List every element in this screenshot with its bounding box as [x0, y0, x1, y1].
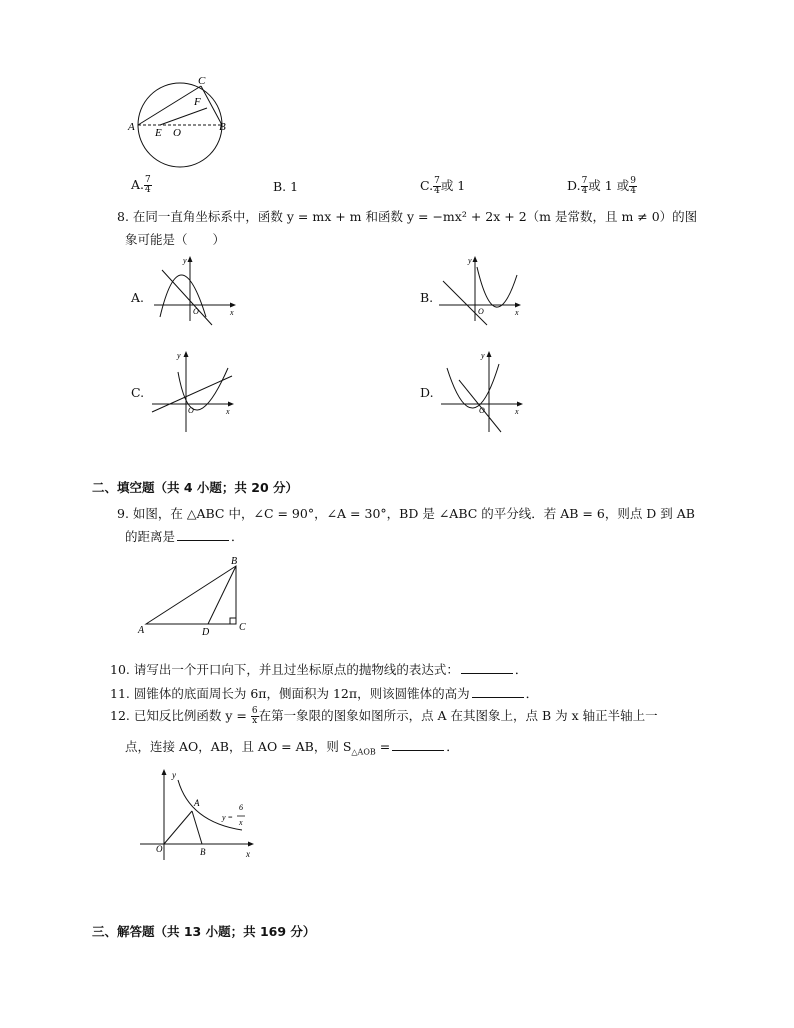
q8-option-a-label[interactable]: A.	[131, 290, 145, 305]
q8b-o-label: O	[478, 307, 484, 316]
section-2-title: 二、填空题（共 4 小题；共 20 分）	[92, 480, 299, 495]
q7-option-c[interactable]: C. $\frac{7}{4}$ 或 1	[420, 176, 466, 196]
q12-answer-blank[interactable]	[392, 740, 444, 751]
q12-curve-label: y =	[222, 813, 233, 822]
q8-option-b-label[interactable]: B.	[420, 290, 434, 305]
q12-label-y: y	[172, 770, 176, 780]
q7-label-e: E	[155, 127, 162, 139]
q9-label-b: B	[231, 556, 238, 567]
q8b-x-label: x	[515, 308, 519, 317]
q8d-y-label: y	[481, 351, 485, 360]
q12-hyperbola-figure	[140, 768, 260, 863]
q8a-y-label: y	[183, 256, 187, 265]
q9-label-c: C	[239, 622, 246, 633]
q12-label-o: O	[156, 844, 163, 854]
q7-label-f: F	[194, 96, 201, 108]
q9-answer-blank[interactable]	[177, 530, 229, 541]
q10-answer-blank[interactable]	[461, 663, 513, 674]
q10-stem: 10. 请写出一个开口向下，并且过坐标原点的抛物线的表达式： ．	[110, 662, 528, 677]
q7-option-a[interactable]: A. $\frac{7}{4}$	[131, 175, 151, 195]
q8-stem-line2: 象可能是（ ）	[125, 232, 226, 247]
q7-label-b: B	[219, 121, 226, 133]
q8-option-c-label[interactable]: C.	[131, 385, 145, 400]
q12-stem-line1: 12. 已知反比例函数 y = $\frac{6}{x}$ 在第一象限的图象如图所示，点 A 在其图象上，点 B 为 x 轴正半轴上一	[110, 706, 658, 726]
q12-label-a: A	[194, 798, 200, 808]
q8c-y-label: y	[177, 351, 181, 360]
q8-option-d-label[interactable]: D.	[420, 385, 434, 400]
q11-stem: 11. 圆锥体的底面周长为 6π，侧面积为 12π，则该圆锥体的高为 ．	[110, 686, 539, 701]
q12-label-b: B	[200, 847, 206, 857]
q7-label-c: C	[198, 75, 206, 87]
q8-stem-line1: 8. 在同一直角坐标系中，函数 y = mx + m 和函数 y = −mx² + 2x + 2（m 是常数，且 m ≠ 0）的图	[117, 209, 698, 224]
q8b-y-label: y	[468, 256, 472, 265]
q12-stem-line2: 点，连接 AO，AB，且 AO = AB，则 $S_{\triangle AOB}$ = ．	[125, 739, 459, 757]
section-3-title: 三、解答题（共 13 小题；共 169 分）	[92, 924, 316, 939]
q8a-x-label: x	[230, 308, 234, 317]
q7-circle-figure	[126, 74, 236, 169]
q9-triangle-figure	[136, 558, 256, 638]
q8-option-c-graph	[148, 350, 238, 432]
q12-curve-num: 6	[239, 803, 243, 812]
q7-label-a: A	[128, 121, 135, 133]
q8d-x-label: x	[515, 407, 519, 416]
q7-label-o: O	[173, 127, 181, 139]
q8c-o-label: O	[188, 406, 194, 415]
q8c-x-label: x	[226, 407, 230, 416]
q8-option-d-graph	[437, 350, 527, 432]
q11-answer-blank[interactable]	[472, 687, 524, 698]
q12-curve-den: x	[239, 818, 243, 827]
q12-label-x: x	[246, 849, 250, 859]
q9-stem-line2: 的距离是 ．	[125, 529, 244, 544]
q8-option-b-graph	[435, 255, 525, 325]
q7-option-b[interactable]: B. 1	[273, 179, 299, 194]
q9-stem-line1: 9. 如图，在 △ABC 中，∠C = 90°，∠A = 30°，BD 是 ∠ABC 的平分线．若 AB = 6，则点 D 到 AB	[117, 506, 695, 521]
q8d-o-label: O	[479, 406, 485, 415]
q7-option-d[interactable]: D. $\frac{7}{4}$ 或 1 或 $\frac{9}{4}$	[567, 176, 636, 196]
q9-label-a: A	[138, 625, 145, 636]
q9-label-d: D	[202, 627, 210, 638]
q8-option-a-graph	[150, 255, 240, 325]
q8a-o-label: O	[193, 307, 199, 316]
